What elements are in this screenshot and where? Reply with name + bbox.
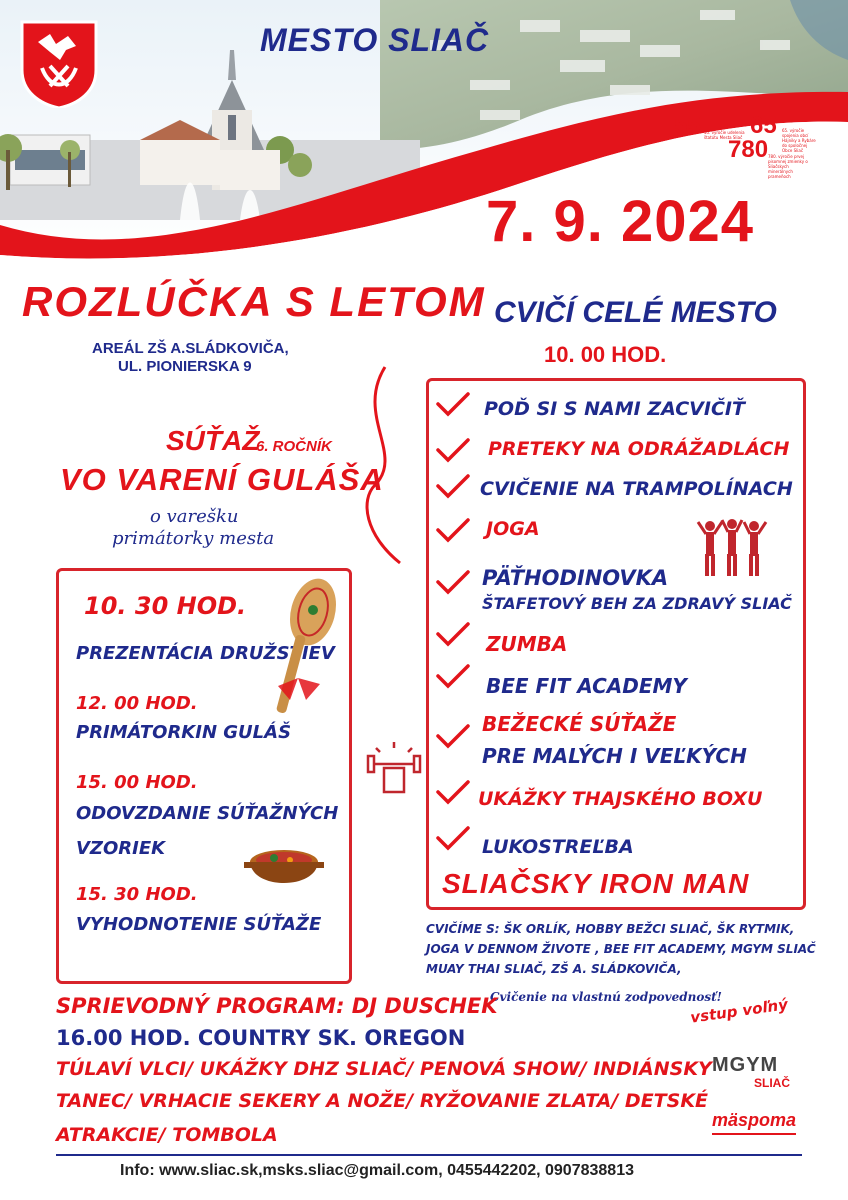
venue-line-1: AREÁL ZŠ A.SLÁDKOVIČA, <box>92 340 289 357</box>
mgym-logo <box>712 1054 778 1077</box>
partners-line-3: MUAY THAI SLIAČ, ZŠ A. SLÁDKOVIČA, <box>426 962 682 976</box>
anniversary-55-text: 55. výročie udelenia štatútu Mesta Sliač <box>704 130 745 140</box>
program-line-3: TÚLAVÍ VLCI/ UKÁŽKY DHZ SLIAČ/ PENOVÁ SHOW/ INDIÁNSKY <box>56 1058 712 1080</box>
exercise-time: 10. 00 HOD. <box>544 342 667 367</box>
anniversary-65: 65 <box>750 112 777 139</box>
responsibility-note: Cvičenie na vlastnú zodpovednosť! <box>490 990 722 1004</box>
contest-edition: 6. ROČNÍK <box>256 438 332 455</box>
venue-line-2: UL. PIONIERSKA 9 <box>118 358 252 375</box>
exercising-people-icon <box>694 516 770 578</box>
program-line-1: SPRIEVODNÝ PROGRAM: DJ DUSCHEK <box>56 994 498 1018</box>
goulash-bowl-icon <box>244 838 324 900</box>
anniversary-65-text: 65. výročie spojenia obcí Hájniky a Rybáre do spoločnej Obce Sliač <box>782 128 816 153</box>
wooden-spoon-icon <box>268 574 338 724</box>
footer-divider <box>56 1154 802 1156</box>
mgym-logo-text: MGYM <box>712 1054 779 1076</box>
schedule-text-3: ODOVZDANIE SÚŤAŽNÝCH <box>76 803 339 824</box>
mgym-logo-sub: SLIAČ <box>754 1076 790 1090</box>
activity-item-1: POĎ SI S NAMI ZACVIČIŤ <box>484 398 745 420</box>
activity-item-4: JOGA <box>486 518 540 540</box>
activity-item-12: LUKOSTREĽBA <box>482 836 634 858</box>
city-title: MESTO SLIAČ <box>260 22 490 58</box>
schedule-text-4: VYHODNOTENIE SÚŤAŽE <box>76 914 322 935</box>
iron-man-title: SLIAČSKY IRON MAN <box>442 868 750 899</box>
entry-free: vstup voľný <box>689 995 789 1027</box>
program-line-5: ATRAKCIE/ TOMBOLA <box>56 1124 278 1146</box>
schedule-text-3b: VZORIEK <box>76 838 166 859</box>
anniversary-badge <box>668 108 818 188</box>
maspoma-logo: mäspoma <box>712 1110 796 1135</box>
activity-item-8: BEE FIT ACADEMY <box>486 674 687 698</box>
checkmarks <box>434 390 474 870</box>
city-coat-of-arms-logo <box>20 20 98 108</box>
program-line-4: TANEC/ VRHACIE SEKERY A NOŽE/ RYŽOVANIE ZLATA/ DETSKÉ <box>56 1090 709 1112</box>
partners-line-1: CVIČÍME S: ŠK ORLÍK, HOBBY BEŽCI SLIAČ, ŠK RYTMIK, <box>426 922 795 936</box>
activity-item-3: CVIČENIE NA TRAMPOLÍNACH <box>480 478 793 500</box>
exercise-title: CVIČÍ CELÉ MESTO <box>494 296 777 329</box>
contest-title-a: SÚŤAŽ <box>166 425 260 456</box>
schedule-text-2: PRIMÁTORKIN GULÁŠ <box>76 722 292 743</box>
anniversary-780-text: 780. výročie prvej písomnej zmienky o Sliačskych minerálnych prameňoch <box>768 154 808 179</box>
activity-item-10: PRE MALÝCH I VEĽKÝCH <box>482 744 747 768</box>
contest-subtitle-2: primátorky mesta <box>112 528 275 549</box>
schedule-time-1: 10. 30 HOD. <box>84 592 247 620</box>
schedule-time-2: 12. 00 HOD. <box>76 693 198 714</box>
schedule-time-3: 15. 00 HOD. <box>76 772 198 793</box>
schedule-text-1: PREZENTÁCIA DRUŽSTIEV <box>76 643 335 664</box>
activity-item-6: ŠTAFETOVÝ BEH ZA ZDRAVÝ SLIAČ <box>482 594 792 613</box>
footer-info: Info: www.sliac.sk,msks.sliac@gmail.com, 0455442202, 0907838813 <box>120 1162 634 1179</box>
anniversary-780: 780 <box>728 136 769 163</box>
contest-subtitle-1: o varešku <box>150 506 239 527</box>
activity-item-2: PRETEKY NA ODRÁŽADLÁCH <box>488 438 790 460</box>
activity-item-5: PÄŤHODINOVKA <box>482 566 669 590</box>
dumbbell-hand-icon <box>362 734 426 798</box>
partners-line-2: JOGA V DENNOM ŽIVOTE , BEE FIT ACADEMY, MGYM SLIAČ <box>426 942 816 956</box>
event-date: 7. 9. 2024 <box>486 189 754 254</box>
activity-item-9: BEŽECKÉ SÚŤAŽE <box>482 712 677 736</box>
program-line-2: 16.00 HOD. COUNTRY SK. OREGON <box>56 1026 466 1050</box>
contest-title-b: VO VARENÍ GULÁŠA <box>60 462 384 497</box>
schedule-time-4: 15. 30 HOD. <box>76 884 198 905</box>
event-title: ROZLÚČKA S LETOM <box>22 278 486 325</box>
activity-item-7: ZUMBA <box>486 632 568 656</box>
activity-item-11: UKÁŽKY THAJSKÉHO BOXU <box>478 788 763 810</box>
anniversary-55: 55 <box>674 112 701 139</box>
